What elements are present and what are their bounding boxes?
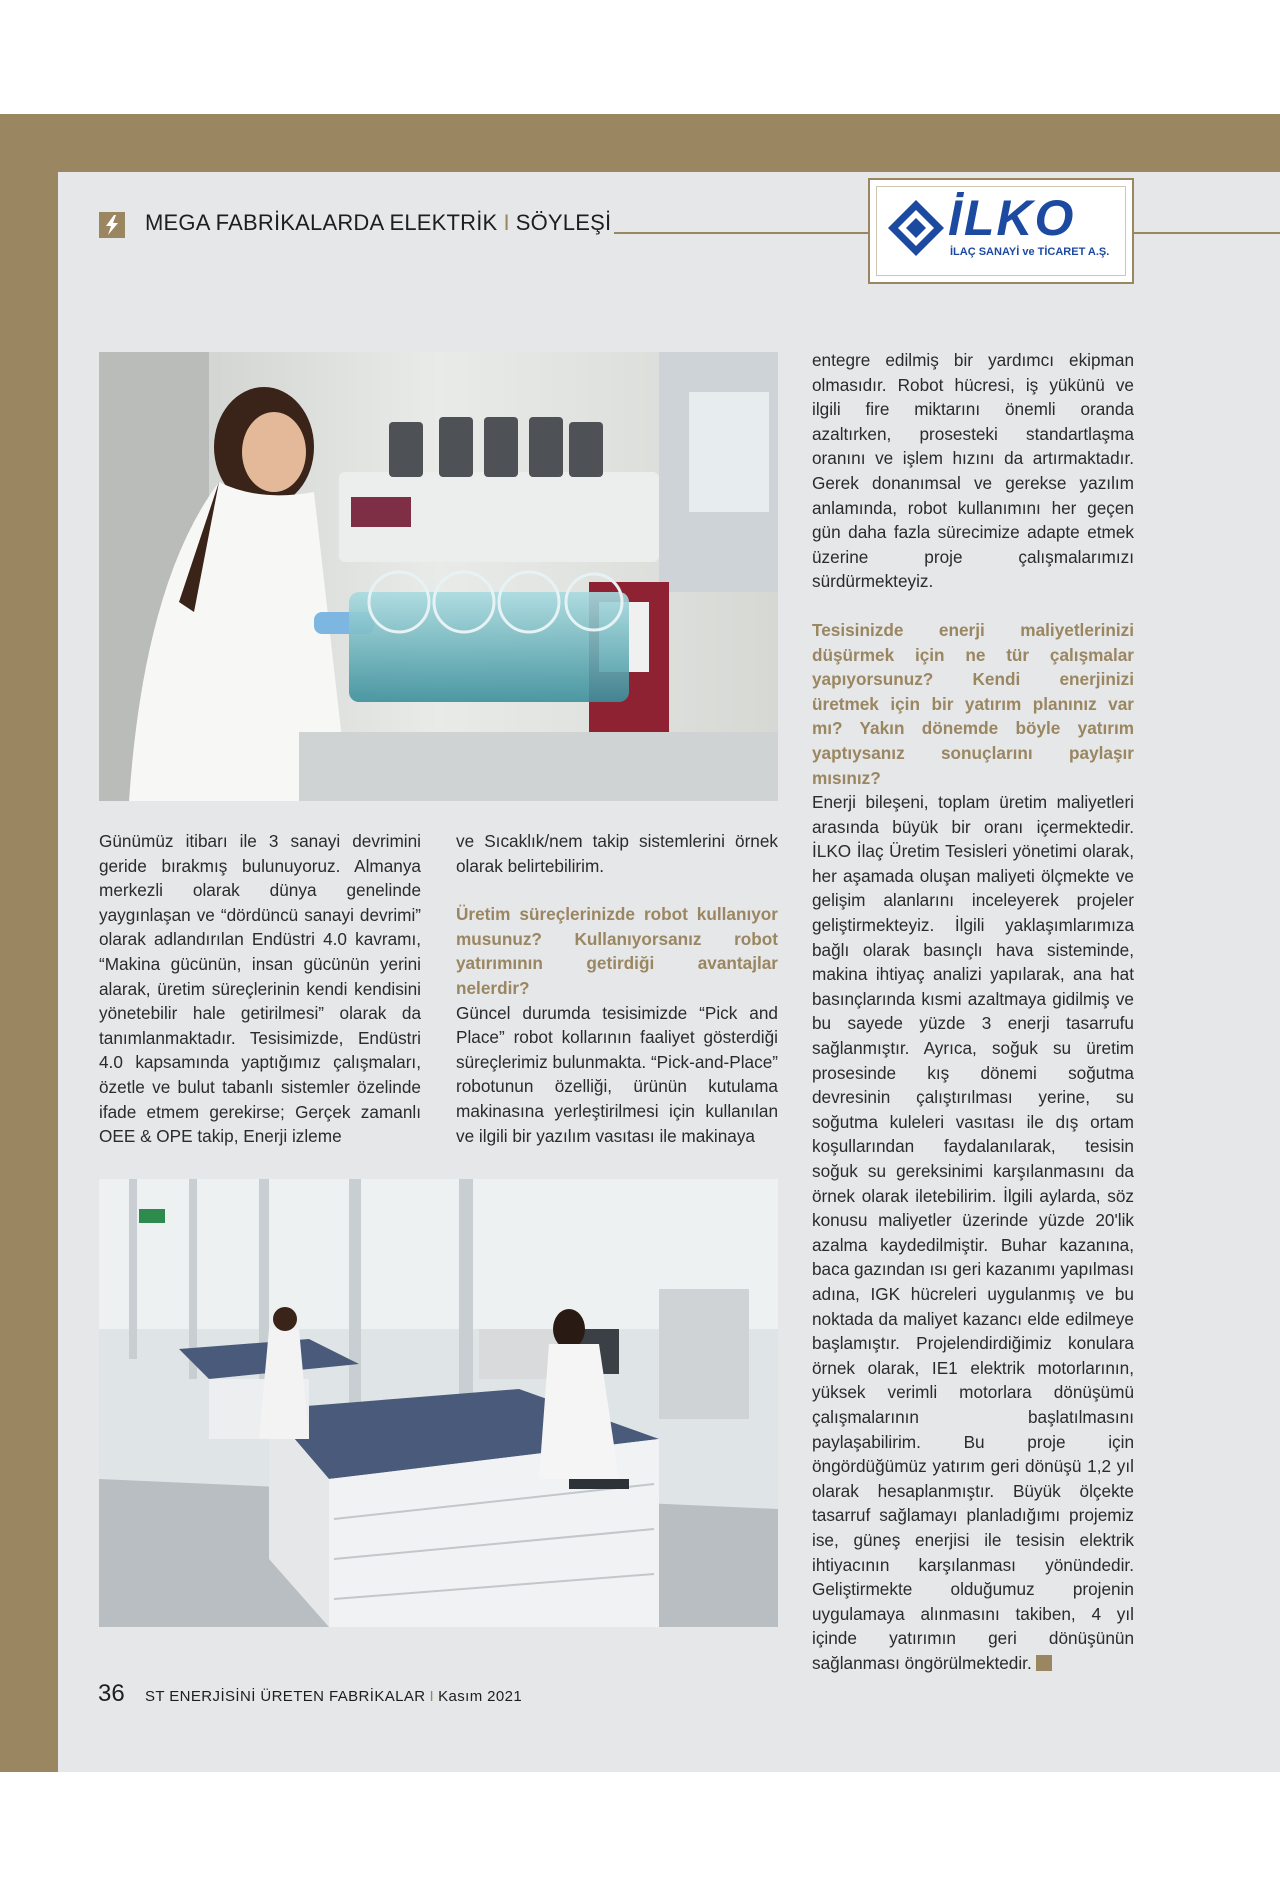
- company-logo: [868, 178, 1134, 284]
- paragraph: entegre edilmiş bir yardımcı ekipman olmasıdır. Robot hücresi, iş yükünü ve ilgili fire miktarını önemli oranda azaltırken, prosesteki standartlaşma oranını ve işlem hızını da artırmaktadır. Gerek donanımsal ve gerekse yazılım anlamında, robot kullanımını her geçen gün daha fazla sürecimize adapte etmek üzerine proje çalışmalarımızı sürdürmekteyiz.: [812, 350, 1134, 592]
- page-number: 36: [98, 1680, 125, 1707]
- article-column-right: [812, 348, 1134, 1675]
- header-rule-right: [1134, 232, 1280, 234]
- header-separator: I: [503, 210, 510, 235]
- paragraph-gap: [456, 878, 778, 902]
- article-column-middle: [456, 829, 778, 1148]
- interview-question: Tesisinizde enerji maliyetlerinizi düşürmek için ne tür çalışmalar yapıyorsunuz? Kendi enerjinizi üretmek için bir yatırım planınız var mı? Yakın dönemde böyle yatırım yaptıysanız sonuçlarını paylaşır mısınız?: [812, 619, 1134, 788]
- article-column-left: [99, 829, 421, 1149]
- logo-diamond-icon: [886, 198, 946, 258]
- logo-subtitle: İLAÇ SANAYİ ve TİCARET A.Ş.: [950, 246, 1110, 258]
- issue-date: Kasım 2021: [438, 1688, 523, 1705]
- footer-publication: [145, 1688, 522, 1705]
- interview-question: Üretim süreçlerinizde robot kullanıyor musunuz? Kullanıyorsanız robot yatırımının getirdiği avantajlar nelerdir?: [456, 904, 778, 998]
- lab-dissolution-photo: [99, 352, 778, 801]
- paragraph: Güncel durumda tesisimizde “Pick and Place” robot kollarının faaliyet gösterdiği süreçlerimiz bulunmakta. “Pick-and-Place” robotunun özelliği, ürünün kutulama makinasına yerleştirilmesi için kullanılan ve ilgili bir yazılım vasıtası ile makinaya: [456, 1002, 778, 1146]
- logo-wordmark: İLKO: [948, 190, 1076, 246]
- section-header: [145, 210, 611, 236]
- header-rule: [614, 232, 868, 234]
- paragraph: [812, 790, 1134, 1675]
- publication-name: ST ENERJİSİNİ ÜRETEN FABRİKALAR: [145, 1688, 426, 1705]
- end-of-article-icon: [1036, 1655, 1052, 1671]
- lab-overview-photo: [99, 1179, 778, 1627]
- lightning-bolt-icon: [99, 212, 125, 238]
- section-category: SÖYLEŞİ: [515, 210, 612, 235]
- paragraph-gap: [812, 594, 1134, 618]
- footer-separator: I: [429, 1688, 435, 1705]
- section-title: MEGA FABRİKALARDA ELEKTRİK: [145, 210, 498, 235]
- paragraph: ve Sıcaklık/nem takip sistemlerini örnek olarak belirtebilirim.: [456, 831, 778, 876]
- paragraph: Günümüz itibarı ile 3 sanayi devrimini geride bırakmış bulunuyoruz. Almanya merkezli olarak dünya genelinde yaygınlaşan ve “dördüncü sanayi devrimi” olarak adlandırılan Endüstri 4.0 kavramı, “Makina gücünün, insan gücünün yerini alarak, üretim süreçlerinin kendi kendisini yönetebilir hale getirilmesi” olarak da tanımlanmaktadır. Tesisimizde, Endüstri 4.0 kapsamında yaptığımız çalışmaları, özetle ve bulut tabanlı sistemler özelinde ifade etmem gerekirse; Gerçek zamanlı OEE & OPE takip, Enerji izleme: [99, 831, 421, 1147]
- answer-text: Enerji bileşeni, toplam üretim maliyetleri arasında büyük bir oranı içermektedir. İLKO İlaç Üretim Tesisleri yönetimi olarak, her aşamada oluşan maliyeti ölçmekte ve gelişim alanlarını inceleyerek projeler geliştirmekteyiz. İlgili yaklaşımlarımıza bağlı olarak basınçlı hava sisteminde, makina ihtiyaç analizi yapılarak, ana hat basınçlarında kısmi azaltmaya gidilmiş ve bu sayede yüzde 3 enerji tasarrufu sağlanmıştır. Ayrıca, soğuk su üretim prosesinde kış dönemi soğutma devresinin çalıştırılması yerine, su soğutma kuleleri vasıtası ile dış ortam koşullarından faydalanılarak, tesisin soğuk su gereksinimi karşılanmasını da örnek olarak iletebilirim. İlgili aylarda, söz konusu maliyetler üzerinde yüzde 20'lik azalma kaydedilmiştir. Buhar kazanına, baca gazından ısı geri kazanımı yapılması adına, IGK hücreleri uygulanmış ve bu noktada da maliyet kazancı elde edilmeye başlamıştır. Projelendirdiğimiz konulara örnek olarak, IE1 elektrik motorlarının, yüksek verimli motorlara dönüşümü çalışmalarının başlatılmasını paylaşabilirim. Bu proje için öngördüğümüz yatırım geri dönüşü 1,2 yıl olarak hesaplanmıştır. Büyük ölçekte tasarruf sağlamayı planladığımı projemiz ise, güneş enerjisi ile tesisin elektrik ihtiyacının karşılanması yönündedir. Geliştirmekte olduğumuz projenin uygulamaya alınmasını takiben, 4 yıl içinde yatırımın geri dönüşünün sağlanması öngörülmektedir.: [812, 792, 1134, 1673]
